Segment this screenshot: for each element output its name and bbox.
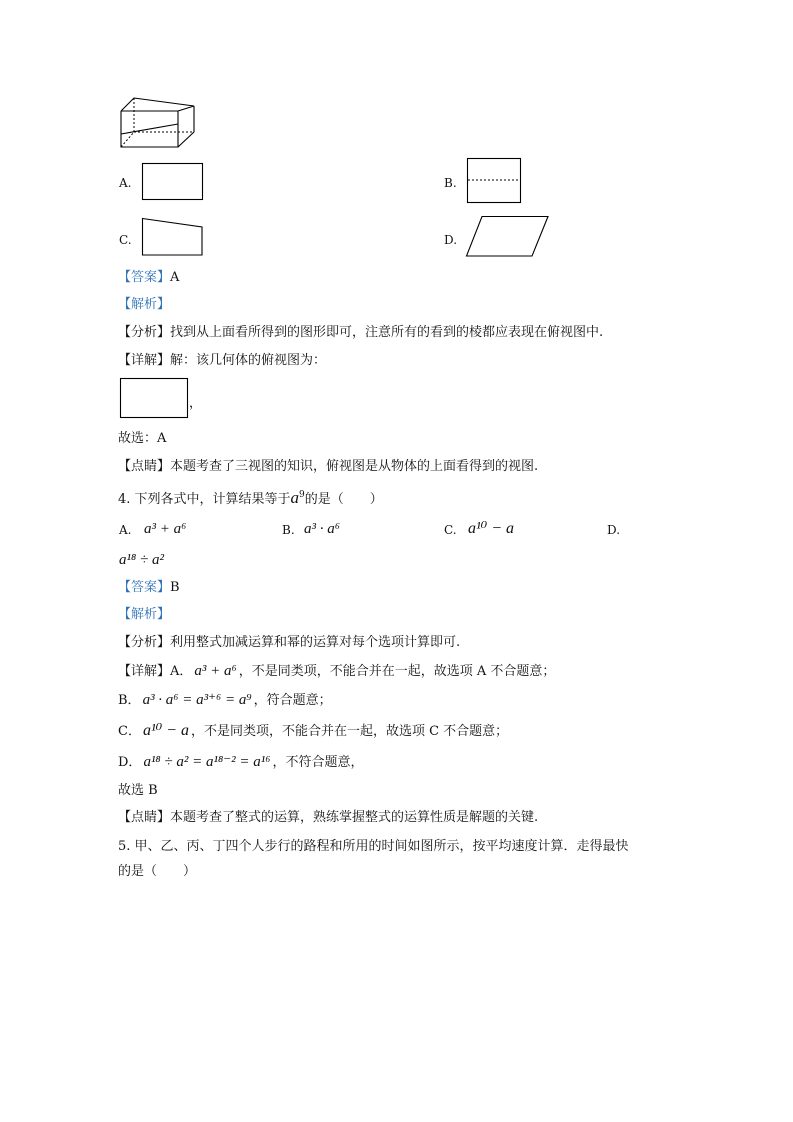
answer-value: A <box>170 270 180 285</box>
dianjing-text: 本题考查了三视图的知识，俯视图是从物体的上面看得到的视图. <box>170 459 539 474</box>
q4-jiexi: 【解析】 <box>118 607 171 622</box>
line-d-math: a¹⁸ ÷ a² = a¹⁸⁻² = a¹⁶ <box>143 754 271 770</box>
q5-line-2: 的是（ ） <box>118 864 197 879</box>
q4-stem-post: 的是（ ） <box>304 492 383 507</box>
line-b-pre: B． <box>118 693 141 708</box>
fenxi-text: 找到从上面看所得到的图形即可，注意所有的看到的棱都应表现在俯视图中. <box>170 325 604 340</box>
q4-option-a-math: a³ + a⁶ <box>144 521 187 537</box>
q4-option-c-label: C. <box>444 523 457 537</box>
answer-tag: 【答案】 <box>118 580 171 595</box>
option-c-label: C. <box>119 233 132 247</box>
q4-option-c-math: a¹⁰ − a <box>468 520 515 537</box>
xiangjie-tag: 【详解】 <box>118 664 171 679</box>
line-a-math: a³ + a⁶ <box>194 663 237 679</box>
q4-option-d-label: D. <box>607 523 621 537</box>
top-view-comma: ， <box>189 396 203 411</box>
q4-line-d <box>118 754 363 771</box>
line-c-math: a¹⁰ − a <box>142 722 189 739</box>
fenxi-tag: 【分析】 <box>118 325 171 340</box>
q3-jiexi: 【解析】 <box>118 297 171 312</box>
q4-line-c <box>118 723 508 740</box>
dianjing-tag: 【点睛】 <box>118 810 171 825</box>
answer-tag: 【答案】 <box>118 270 171 285</box>
line-b-math: a³ · a⁶ = a³⁺⁶ = a⁹ <box>142 692 252 708</box>
q4-stem-sup: 9 <box>299 490 305 500</box>
q5-line-1: 5. 甲、乙、丙、丁四个人步行的路程和所用的时间如图所示，按平均速度计算．走得最快 <box>118 839 629 854</box>
q4-line-a <box>118 663 555 680</box>
dianjing-tag: 【点睛】 <box>118 459 171 474</box>
q4-guxuan: 故选 B <box>118 783 158 798</box>
line-b-post: ，符合题意； <box>253 693 332 708</box>
q4-option-b-math: a³ · a⁶ <box>304 521 340 537</box>
line-c-post: ，不是同类项，不能合并在一起，故选项 C 不合题意； <box>190 724 509 739</box>
top-view-figure <box>120 378 190 420</box>
option-d-label: D. <box>444 233 458 247</box>
dianjing-text: 本题考查了整式的运算，熟练掌握整式的运算性质是解题的关键. <box>170 810 539 825</box>
line-d-post: ，不符合题意， <box>272 755 364 770</box>
option-a-label: A. <box>119 176 132 190</box>
solid-surface-line <box>118 94 198 150</box>
q3-answer-line <box>118 270 179 286</box>
xiangjie-tag: 【详解】 <box>118 353 171 368</box>
line-a-post: ，不是同类项，不能合并在一起，故选项 A 不合题意； <box>238 664 556 679</box>
line-c-pre: C． <box>118 724 141 739</box>
q4-answer-line <box>118 580 180 596</box>
q4-fenxi <box>118 635 460 651</box>
q3-xiangjie <box>118 353 326 369</box>
q4-option-d-math: a¹⁸ ÷ a² <box>119 552 164 568</box>
option-b-figure <box>467 158 522 204</box>
option-b-label: B. <box>444 176 457 190</box>
q4-stem-pre: 4. 下列各式中，计算结果等于 <box>118 492 291 507</box>
q4-option-a-label: A. <box>119 523 132 537</box>
q4-dianjing <box>118 810 538 826</box>
fenxi-tag: 【分析】 <box>118 635 171 650</box>
q4-stem <box>118 490 383 508</box>
option-c-figure <box>142 218 204 256</box>
q4-stem-math: a <box>290 488 300 507</box>
line-a-pre: A． <box>170 664 193 679</box>
q4-line-b <box>118 692 332 709</box>
answer-value: B <box>170 580 180 595</box>
q3-dianjing <box>118 459 538 475</box>
fenxi-text: 利用整式加减运算和幂的运算对每个选项计算即可. <box>170 635 461 650</box>
option-d-figure <box>466 216 550 258</box>
option-a-figure <box>142 163 204 201</box>
line-d-pre: D． <box>118 755 142 770</box>
q3-fenxi <box>118 325 603 341</box>
q3-guxuan: 故选：A <box>118 431 167 446</box>
xiangjie-text: 解：该几何体的俯视图为： <box>170 353 327 368</box>
q4-option-b-label: B. <box>282 523 295 537</box>
